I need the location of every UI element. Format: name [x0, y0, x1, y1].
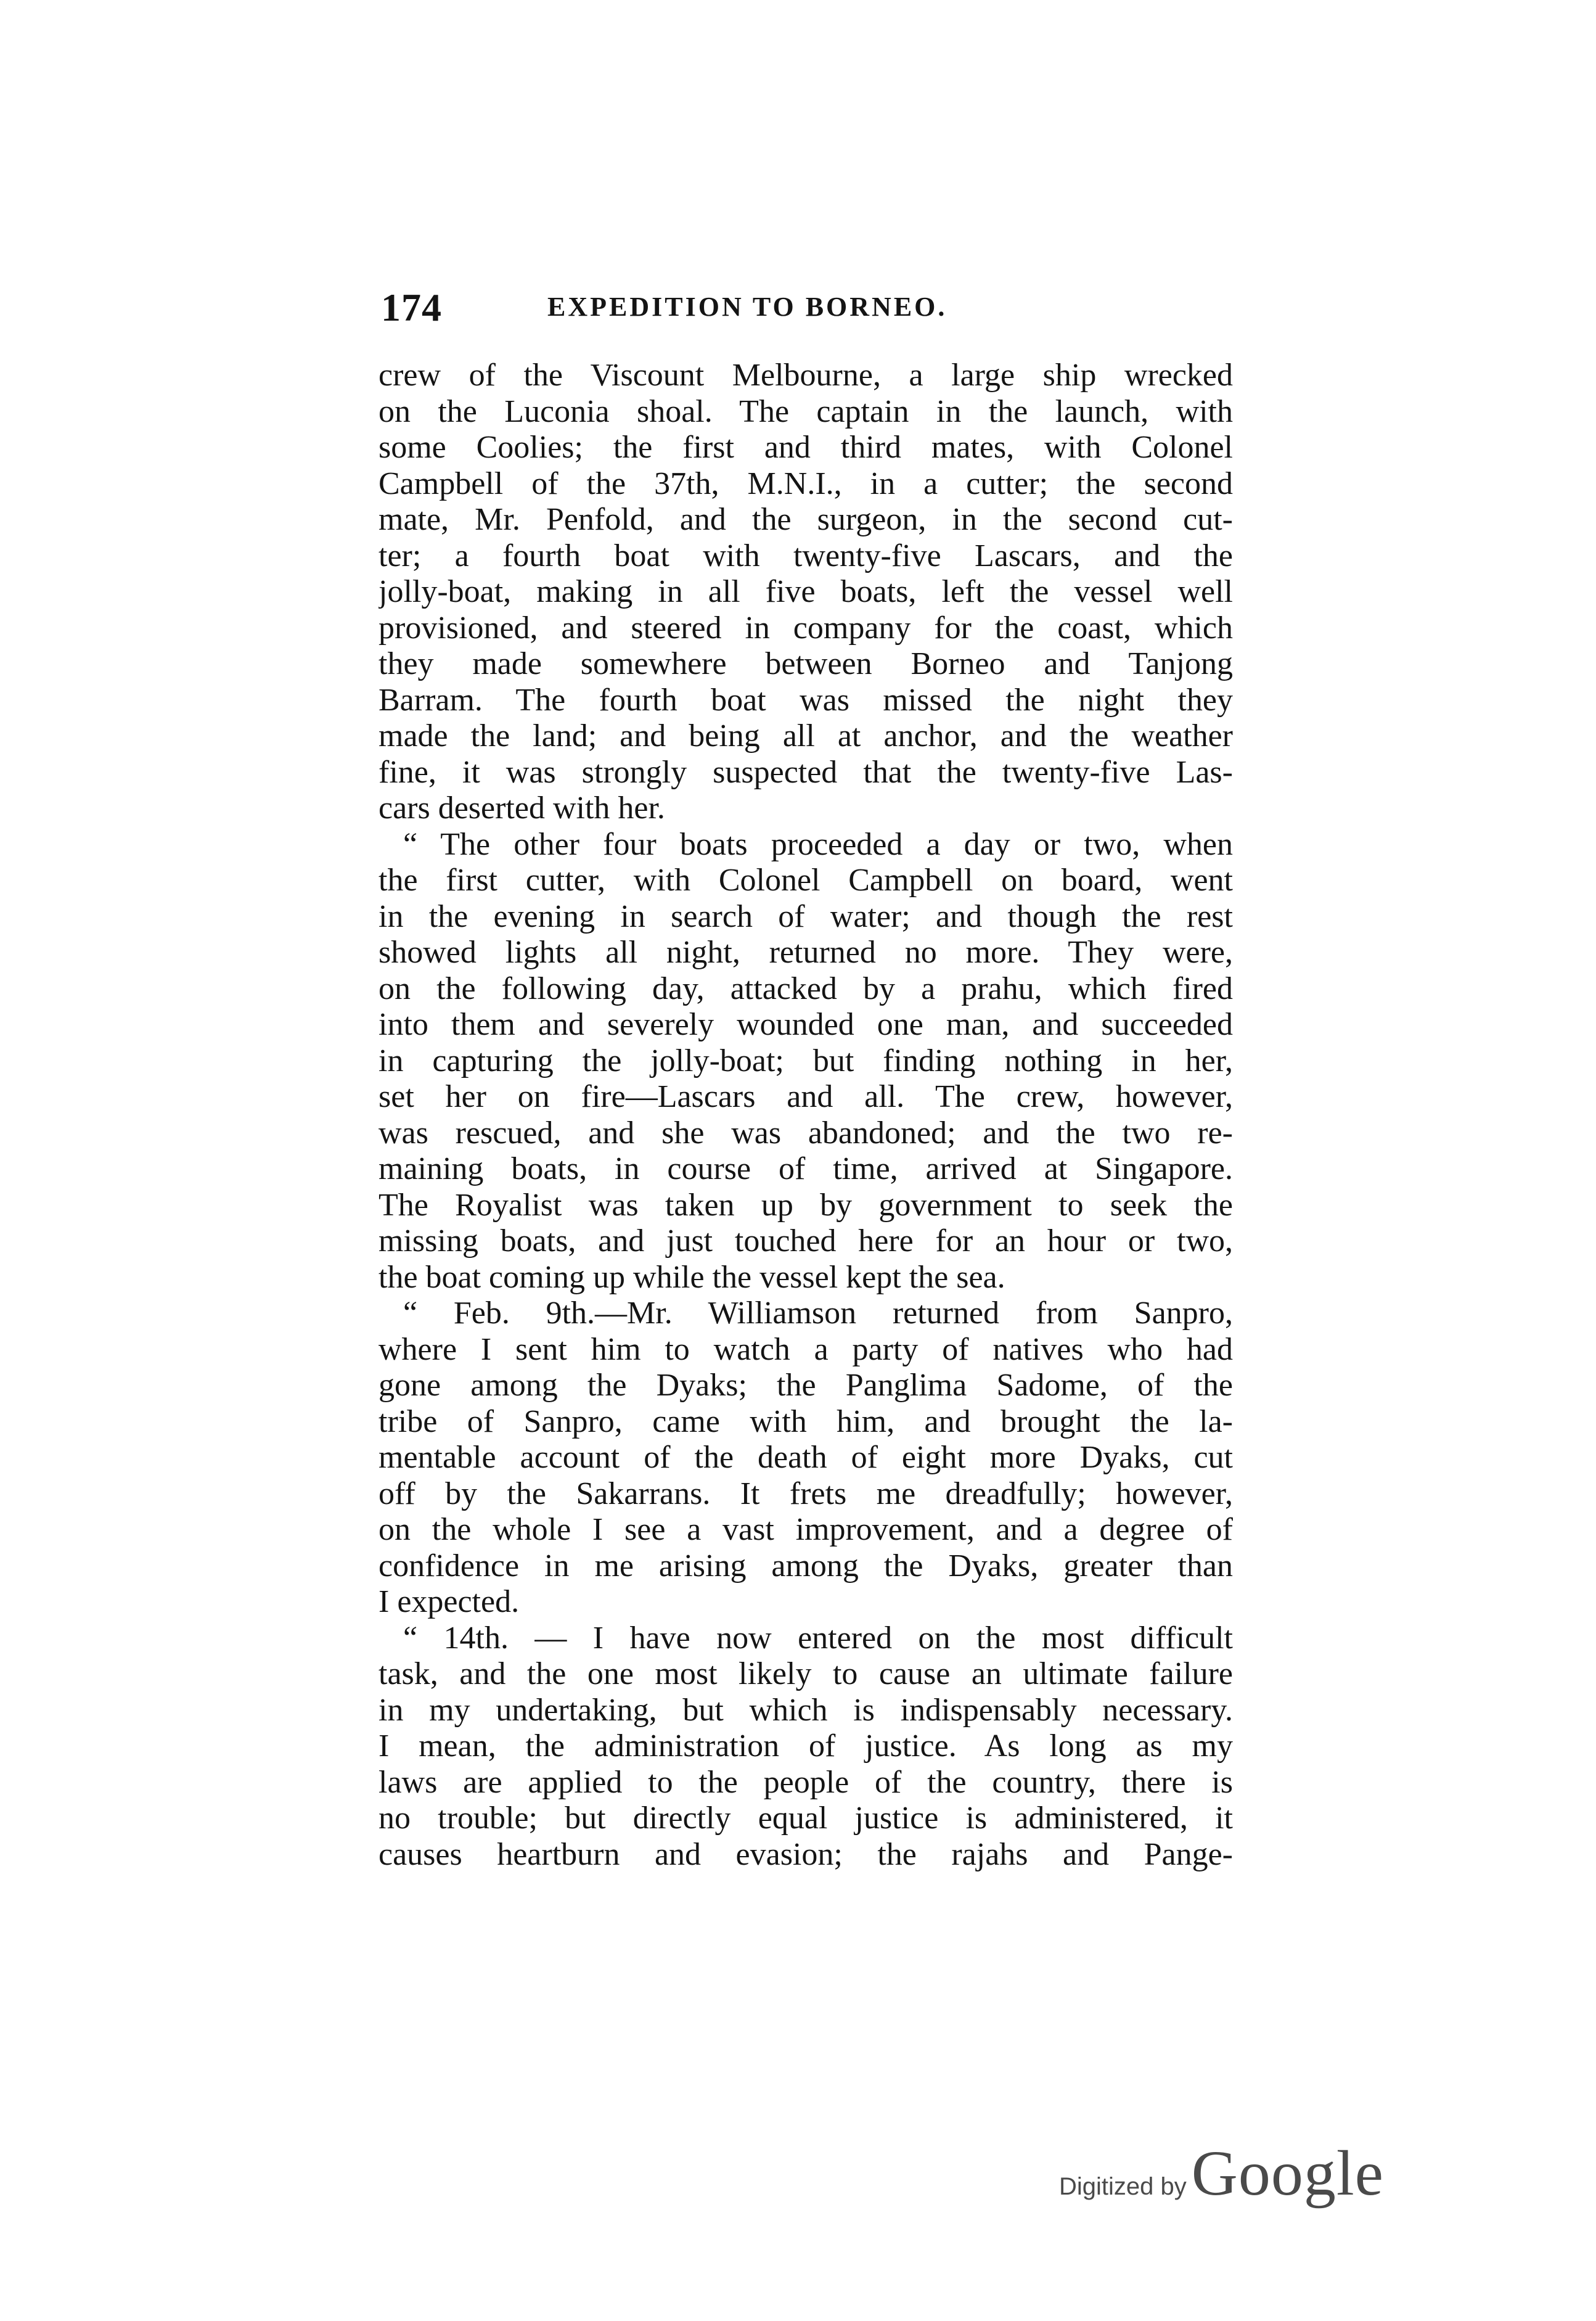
text-line: some Coolies; the first and third mates, with Colonel: [379, 430, 1233, 465]
text-line: ter; a fourth boat with twenty-five Lascars, and the: [379, 538, 1233, 573]
page-number: 174: [381, 286, 442, 329]
text-line: cars deserted with her.: [379, 791, 665, 826]
text-line: where I sent him to watch a party of natives who had: [379, 1331, 1233, 1367]
text-line: “ 14th. — I have now entered on the most difficult: [403, 1620, 1233, 1656]
text-line: on the whole I see a vast improvement, and a degree of: [379, 1512, 1233, 1547]
text-line: maining boats, in course of time, arrived at Singapore.: [379, 1151, 1233, 1186]
text-line: “ Feb. 9th.—Mr. Williamson returned from Sanpro,: [403, 1296, 1233, 1331]
text-line: jolly-boat, making in all five boats, left the vessel well: [379, 574, 1233, 609]
text-line: the boat coming up while the vessel kept the sea.: [379, 1259, 1005, 1295]
text-line: tribe of Sanpro, came with him, and brought the la-: [379, 1403, 1233, 1439]
digitized-by-label: Digitized by: [1059, 2173, 1187, 2200]
text-line: in my undertaking, but which is indispensably necessary.: [379, 1692, 1233, 1728]
text-line: no trouble; but directly equal justice is administered, it: [379, 1801, 1233, 1836]
text-line: off by the Sakarrans. It frets me dreadfully; however,: [379, 1476, 1233, 1511]
digitized-by-google-watermark: [1059, 2137, 1384, 2210]
text-line: into them and severely wounded one man, and succeeded: [379, 1007, 1233, 1042]
google-logo: Google: [1191, 2138, 1384, 2209]
text-line: the first cutter, with Colonel Campbell on board, went: [379, 863, 1233, 898]
text-line: mentable account of the death of eight more Dyaks, cut: [379, 1440, 1233, 1475]
text-line: provisioned, and steered in company for the coast, which: [379, 610, 1233, 646]
text-line: confidence in me arising among the Dyaks, greater than: [379, 1548, 1233, 1584]
running-head: EXPEDITION TO BORNEO.: [547, 292, 947, 322]
text-line: Barram. The fourth boat was missed the night they: [379, 682, 1233, 718]
text-line: showed lights all night, returned no more. They were,: [379, 935, 1233, 970]
text-line: made the land; and being all at anchor, and the weather: [379, 718, 1233, 754]
text-line: Campbell of the 37th, M.N.I., in a cutter; the second: [379, 466, 1233, 501]
text-line: gone among the Dyaks; the Panglima Sadome, of the: [379, 1368, 1233, 1403]
text-line: missing boats, and just touched here for an hour or two,: [379, 1223, 1233, 1259]
text-line: fine, it was strongly suspected that the twenty-five Las-: [379, 754, 1233, 790]
text-line: task, and the one most likely to cause an ultimate failure: [379, 1656, 1233, 1691]
text-line: in capturing the jolly-boat; but finding nothing in her,: [379, 1043, 1233, 1078]
body-text: [379, 358, 1233, 1873]
text-line: causes heartburn and evasion; the rajahs and Pange-: [379, 1836, 1233, 1872]
text-line: in the evening in search of water; and though the rest: [379, 898, 1233, 934]
text-line: they made somewhere between Borneo and Tanjong: [379, 646, 1233, 681]
text-line: set her on fire—Lascars and all. The crew, however,: [379, 1079, 1233, 1114]
text-line: on the following day, attacked by a prahu, which fired: [379, 971, 1233, 1006]
text-line: on the Luconia shoal. The captain in the launch, with: [379, 393, 1233, 429]
text-line: The Royalist was taken up by government to seek the: [379, 1187, 1233, 1223]
text-line: was rescued, and she was abandoned; and the two re-: [379, 1115, 1233, 1151]
text-line: I mean, the administration of justice. As long as my: [379, 1728, 1233, 1764]
text-line: crew of the Viscount Melbourne, a large ship wrecked: [379, 358, 1233, 393]
text-line: laws are applied to the people of the country, there is: [379, 1764, 1233, 1800]
text-line: I expected.: [379, 1584, 520, 1619]
text-line: “ The other four boats proceeded a day or two, when: [403, 826, 1233, 862]
text-line: mate, Mr. Penfold, and the surgeon, in the second cut-: [379, 502, 1233, 537]
page-header: [381, 285, 1232, 334]
